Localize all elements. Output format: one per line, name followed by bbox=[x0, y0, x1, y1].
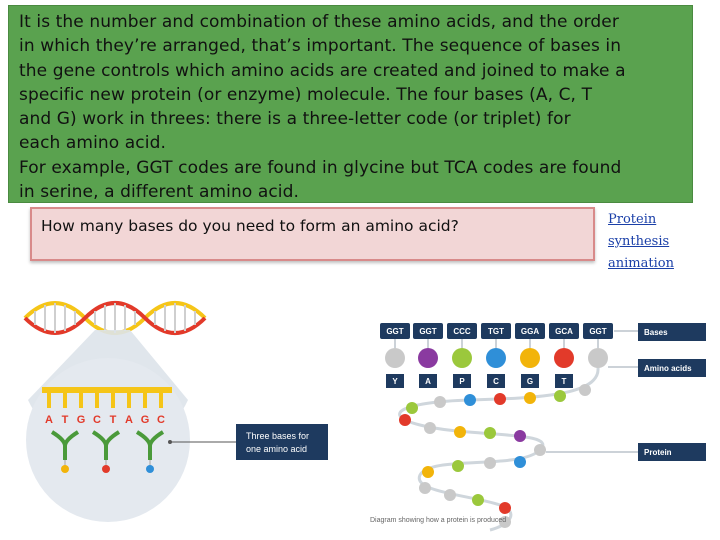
amino-letter: A bbox=[425, 377, 431, 386]
amino-sphere bbox=[452, 348, 472, 368]
intro-line: in serine, a different amino acid. bbox=[19, 182, 300, 203]
protein-chain-beads bbox=[399, 384, 591, 528]
question-text: How many bases do you need to form an amino acid? bbox=[41, 217, 459, 235]
base-letter: T bbox=[61, 414, 69, 426]
amino-acid-spheres bbox=[385, 348, 608, 368]
intro-line: specific new protein (or enzyme) molecule. The four bases (A, C, T bbox=[19, 84, 593, 105]
bases-label: Bases bbox=[644, 328, 668, 337]
amino-dot bbox=[61, 465, 69, 473]
three-bases-label: Three bases for bbox=[246, 431, 310, 441]
amino-sphere bbox=[520, 348, 540, 368]
diagram-caption: Diagram showing how a protein is produced bbox=[370, 517, 507, 524]
codon-label: TGT bbox=[488, 327, 504, 336]
amino-sphere bbox=[588, 348, 608, 368]
intro-line: and G) work in threes: there is a three-letter code (or triplet) for bbox=[19, 109, 571, 130]
base-letter: T bbox=[109, 414, 117, 426]
amino-sphere bbox=[486, 348, 506, 368]
amino-letter: P bbox=[459, 377, 465, 386]
link-line: animation bbox=[608, 256, 674, 271]
three-bases-label-box bbox=[236, 424, 328, 460]
base-letter: A bbox=[125, 414, 133, 426]
codon-label: GGT bbox=[419, 327, 437, 336]
amino-acids-label: Amino acids bbox=[644, 364, 692, 373]
intro-line: For example, GGT codes are found in glycine but TCA codes are found bbox=[19, 157, 622, 178]
amino-sphere bbox=[385, 348, 405, 368]
amino-letter: G bbox=[526, 377, 534, 386]
amino-dot bbox=[146, 465, 154, 473]
amino-letter: C bbox=[493, 377, 499, 386]
dna-helix-icon bbox=[25, 303, 205, 333]
protein-chain bbox=[400, 368, 598, 530]
codon-label: GGT bbox=[386, 327, 404, 336]
protein-label: Protein bbox=[644, 448, 672, 457]
link-line: Protein bbox=[608, 212, 657, 227]
dna-strand-bar bbox=[42, 387, 172, 393]
base-letter: A bbox=[45, 414, 53, 426]
amino-letter: T bbox=[561, 377, 567, 386]
intro-line: in which they’re arranged, that’s important. The sequence of bases in bbox=[19, 36, 622, 57]
codon-label: CCC bbox=[453, 327, 471, 336]
amino-letter: Y bbox=[392, 377, 398, 386]
intro-line: the gene controls which amino acids are created and joined to make a bbox=[19, 60, 626, 81]
amino-sphere bbox=[418, 348, 438, 368]
codon-label: GCA bbox=[555, 327, 573, 336]
link-line: synthesis bbox=[608, 234, 670, 249]
intro-line: each amino acid. bbox=[19, 133, 166, 154]
three-bases-label: one amino acid bbox=[246, 444, 308, 454]
codon-label: GGA bbox=[520, 327, 540, 336]
base-letter: C bbox=[93, 414, 101, 426]
amino-sphere bbox=[554, 348, 574, 368]
intro-line: It is the number and combination of these amino acids, and the order bbox=[19, 12, 619, 32]
base-letter: C bbox=[157, 414, 165, 426]
codon-label: GGT bbox=[589, 327, 607, 336]
base-letter: G bbox=[76, 414, 86, 426]
amino-dot bbox=[102, 465, 110, 473]
base-letter: G bbox=[140, 414, 150, 426]
